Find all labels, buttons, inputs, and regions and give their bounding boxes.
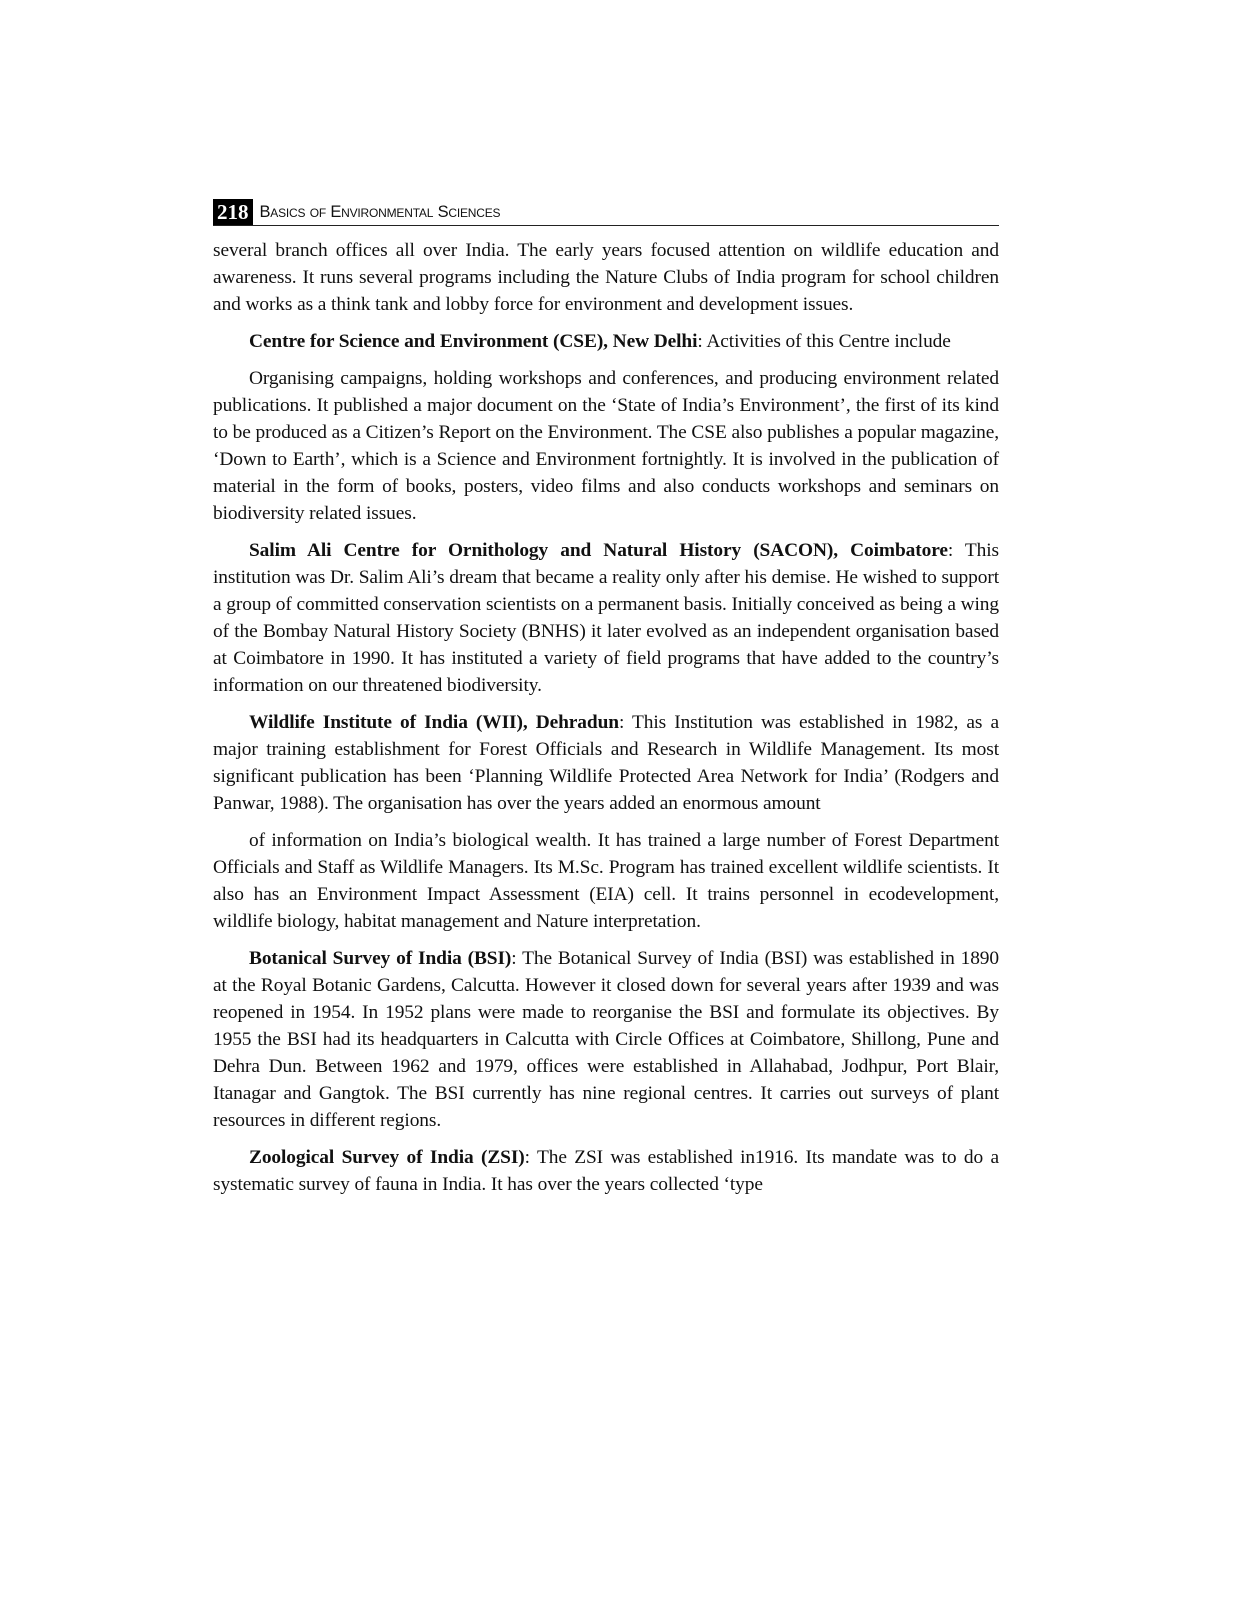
paragraph-text: : This institution was Dr. Salim Ali’s dream that became a reality only after his demise. He wished to support a group of committed conservation scientists on a permanent basis. Initially conceived as being a wing of the Bombay Natural History Society (BNHS) it later evolved as an independent organisation based at Coimbatore in 1990. It has instituted a variety of field programs that have added to the country’s information on our threatened biodiversity. [213,540,1000,696]
paragraph-lead: Zoological Survey of India (ZSI) [249,1147,525,1168]
paragraph-text: : Activities of this Centre include [697,331,951,352]
paragraph-cse-heading [213,328,999,355]
paragraph-wwf-continued [213,237,999,318]
paragraph-text: : The ZSI was established in1916. Its mandate was to do a systematic survey of fauna in India. It has over the years collected ‘type [213,1147,999,1195]
paragraph-zsi [213,1144,999,1198]
paragraph-lead: Botanical Survey of India (BSI) [249,948,512,969]
paragraph-lead: Wildlife Institute of India (WII), Dehradun [249,712,619,733]
paragraph-sacon [213,537,999,699]
paragraph-text: of information on India’s biological wealth. It has trained a large number of Forest Department Officials and Staff as Wildlife Managers. Its M.Sc. Program has trained excellent wildlife scientists. It also has an Environment Impact Assessment (EIA) cell. It trains personnel in ecodevelopment, wildlife biology, habitat management and Nature interpretation. [213,830,999,932]
paragraph-text: several branch offices all over India. The early years focused attention on wildlife education and awareness. It runs several programs including the Nature Clubs of India program for school children and works as a think tank and lobby force for environment and development issues. [213,240,999,315]
paragraph-text: : This Institution was established in 1982, as a major training establishment for Forest Officials and Research in Wildlife Management. Its most significant publication has been ‘Planning Wildlife Protected Area Network for India’ (Rodgers and Panwar, 1988). The organisation has over the years added an enormous amount [213,712,1000,814]
page-number: 218 [213,199,253,225]
paragraph-wii-continued [213,827,999,935]
running-title: Basics of Environmental Sciences [259,203,501,221]
paragraph-lead: Salim Ali Centre for Ornithology and Natural History (SACON), Coimbatore [249,540,948,561]
paragraph-wii [213,709,999,817]
paragraph-cse-activities [213,365,999,527]
paragraph-lead: Centre for Science and Environment (CSE), New Delhi [249,331,698,352]
paragraph-text: : The Botanical Survey of India (BSI) was established in 1890 at the Royal Botanic Gardens, Calcutta. However it closed down for several years after 1939 and was reopened in 1954. In 1952 plans were made to reorganise the BSI and formulate its objectives. By 1955 the BSI had its headquarters in Calcutta with Circle Offices at Coimbatore, Shillong, Pune and Dehra Dun. Between 1962 and 1979, offices were established in Allahabad, Jodhpur, Port Blair, Itanagar and Gangtok. The BSI currently has nine regional centres. It carries out surveys of plant resources in different regions. [213,948,999,1131]
paragraph-text: Organising campaigns, holding workshops and conferences, and producing environment related publications. It published a major document on the ‘State of India’s Environment’, the first of its kind to be produced as a Citizen’s Report on the Environment. The CSE also publishes a popular magazine, ‘Down to Earth’, which is a Science and Environment fortnightly. It is involved in the publication of material in the form of books, posters, video films and also conducts workshops and seminars on biodiversity related issues. [213,368,999,524]
body-text [213,237,999,1198]
running-header [213,196,999,226]
book-page [213,196,999,1208]
paragraph-bsi [213,945,999,1134]
